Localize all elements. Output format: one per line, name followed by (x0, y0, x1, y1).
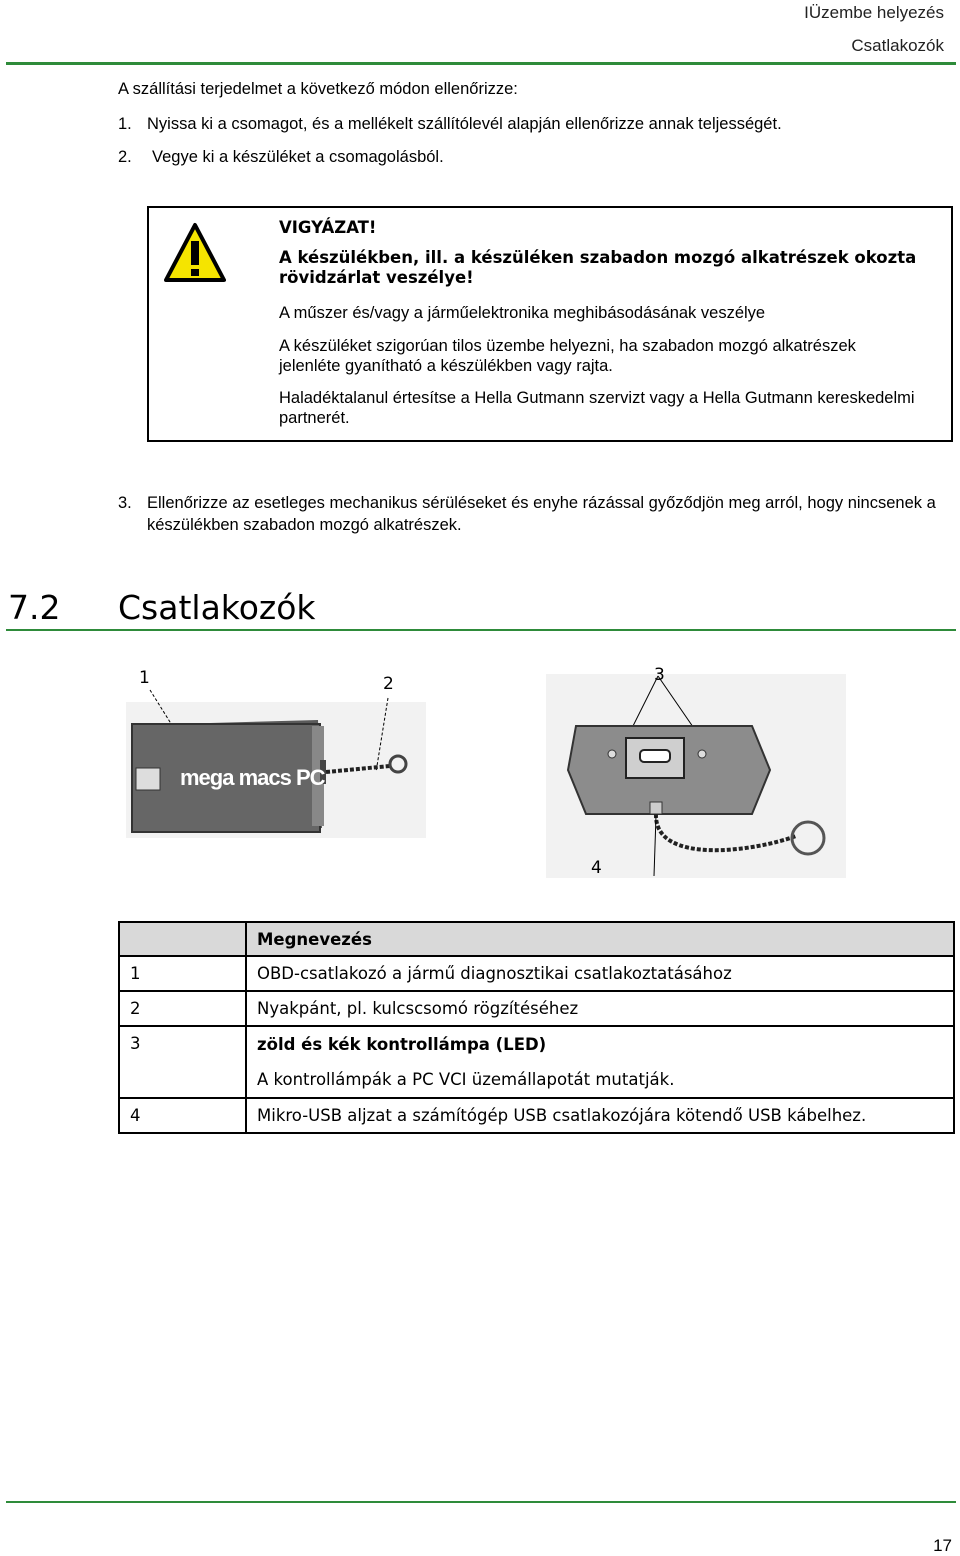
section-name: Csatlakozók (118, 588, 316, 627)
table-cell-note: A kontrollámpák a PC VCI üzemállapotát mutatják. (257, 1070, 675, 1089)
device-top-view (546, 666, 846, 886)
header-section: Csatlakozók (851, 36, 944, 55)
header-chapter: IÜzembe helyezés (804, 3, 944, 22)
page-number: 17 (933, 1536, 952, 1555)
device-brand-label: mega macs PC (180, 765, 325, 790)
callout-2: 2 (383, 674, 394, 694)
section-title (8, 588, 316, 627)
step-number: 2. (118, 148, 132, 166)
step-text: Nyissa ki a csomagot, és a mellékelt szállítólevél alapján ellenőrizze annak teljességét. (147, 115, 782, 133)
table-row (119, 1026, 954, 1098)
warning-box (147, 206, 953, 442)
warning-title: VIGYÁZAT! (279, 218, 377, 237)
section-number: 7.2 (8, 588, 61, 627)
table-cell-title: zöld és kék kontrollámpa (LED) (257, 1035, 547, 1054)
table-row (119, 956, 954, 991)
intro-lead: A szállítási terjedelmet a következő módon ellenőrizze: (118, 80, 518, 98)
warning-risk: A műszer és/vagy a járműelektronika meghibásodásának veszélye (279, 304, 766, 322)
warning-headline: A készülékben, ill. a készüléken szabadon mozgó alkatrészek okozta rövidzárlat veszélye! (279, 248, 917, 287)
table-row (119, 991, 954, 1026)
table-cell-text (246, 1026, 954, 1098)
callout-3: 3 (654, 665, 665, 685)
header-rule (6, 62, 956, 65)
warning-action: Haladéktalanul értesítse a Hella Gutmann szervizt vagy a Hella Gutmann kereskedelmi partnerét. (279, 389, 915, 427)
table-header-cell: Megnevezés (246, 922, 954, 956)
table-cell-num: 1 (119, 956, 246, 991)
warning-instruction: A készüléket szigorúan tilos üzembe helyezni, ha szabadon mozgó alkatrészek jelenléte gyanítható a készülékben vagy rajta. (279, 337, 856, 375)
connectors-figure (118, 660, 958, 890)
table-cell-text: Mikro-USB aljzat a számítógép USB csatlakozójára kötendő USB kábelhez. (246, 1098, 954, 1133)
table-header-cell (119, 922, 246, 956)
table-row (119, 1098, 954, 1133)
table-cell-num: 2 (119, 991, 246, 1026)
step-text: Vegye ki a készüléket a csomagolásból. (152, 148, 444, 166)
section-rule (6, 629, 956, 631)
device-side-view (118, 660, 428, 840)
parts-table (118, 921, 955, 1134)
table-cell-num: 4 (119, 1098, 246, 1133)
table-cell-text: OBD-csatlakozó a jármű diagnosztikai csatlakoztatásához (246, 956, 954, 991)
warning-triangle-icon (164, 222, 226, 284)
step-number: 1. (118, 115, 132, 133)
table-cell-text: Nyakpánt, pl. kulcscsomó rögzítéséhez (246, 991, 954, 1026)
step-text: Ellenőrizze az esetleges mechanikus sérüléseket és enyhe rázással győződjön meg arról, hogy nincsenek a készülékben szabadon mozgó alkatrészek. (147, 494, 936, 534)
callout-4: 4 (591, 858, 602, 878)
step-number: 3. (118, 494, 132, 512)
table-cell-num: 3 (119, 1026, 246, 1098)
table-header-row (119, 922, 954, 956)
callout-1: 1 (139, 668, 150, 688)
footer-rule (6, 1501, 956, 1503)
